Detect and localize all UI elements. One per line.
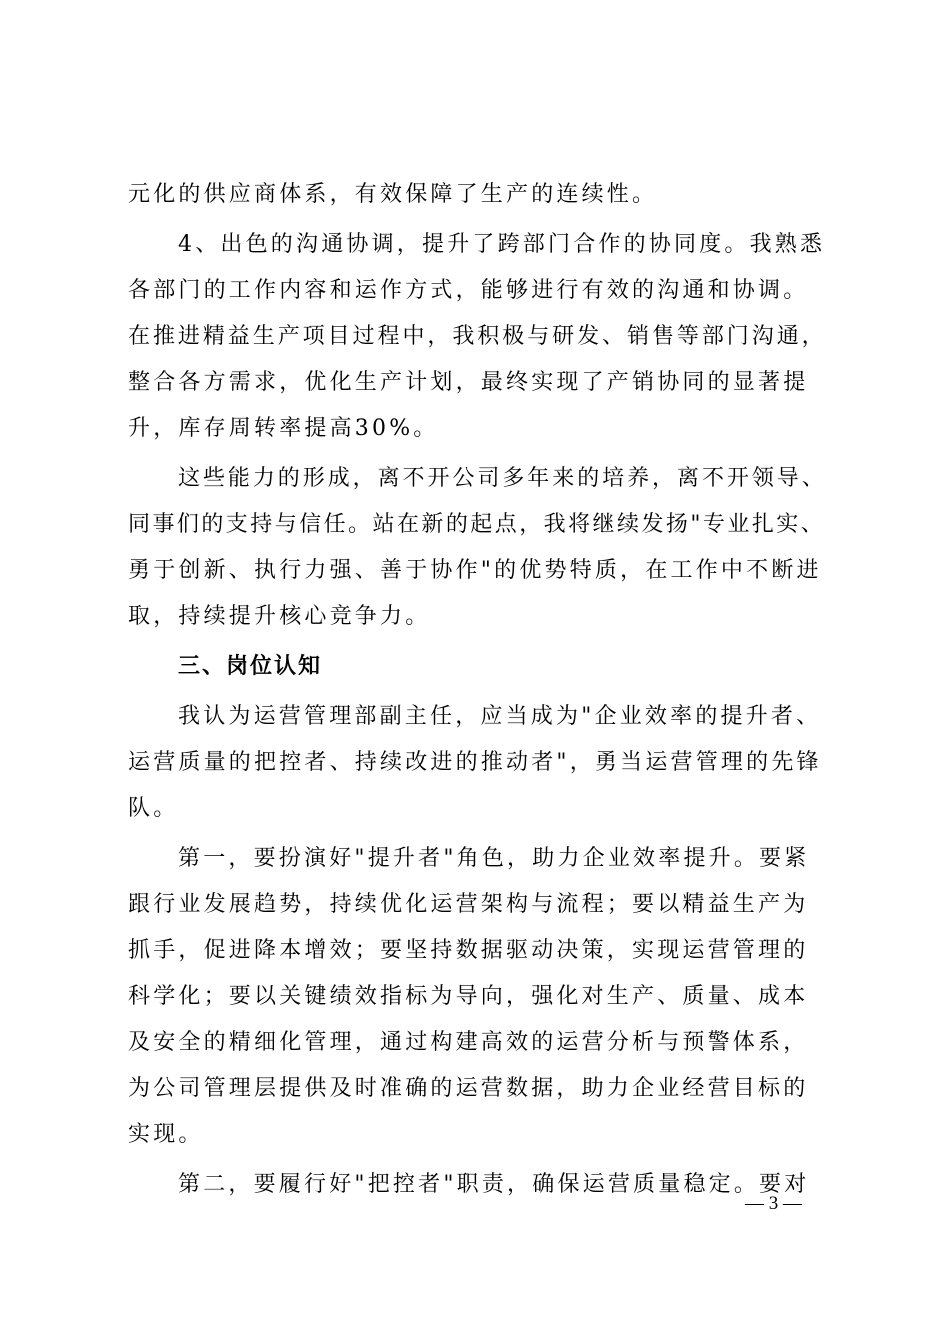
- text-line: 这些能力的形成，离不开公司多年来的培养，离不开领导、: [178, 466, 827, 491]
- text-line: 及安全的精细化管理，通过构建高效的运营分析与预警体系，: [128, 1030, 809, 1055]
- text-line: 我认为运营管理部副主任，应当成为"企业效率的提升者、: [178, 704, 822, 729]
- text-line: 实现。: [128, 1122, 204, 1147]
- text-line: 升，库存周转率提高30%。: [128, 416, 439, 441]
- text-line: 运营质量的把控者、持续改进的推动者"，勇当运营管理的先锋: [128, 750, 822, 775]
- text-line: 取，持续提升核心竞争力。: [128, 604, 431, 629]
- page-number: — 3 —: [745, 1193, 802, 1214]
- text-line: 科学化；要以关键绩效指标为导向，强化对生产、质量、成本: [128, 984, 809, 1009]
- text-line: 第二，要履行好"把控者"职责，确保运营质量稳定。要对: [178, 1172, 810, 1197]
- text-line: 整合各方需求，优化生产计划，最终实现了产销协同的显著提: [128, 370, 809, 395]
- body-text: [128, 172, 828, 1208]
- text-line: 元化的供应商体系，有效保障了生产的连续性。: [128, 182, 658, 207]
- text-line: 队。: [128, 796, 179, 821]
- text-line: 4、出色的沟通协调，提升了跨部门合作的协同度。我熟悉: [178, 232, 826, 257]
- text-line: 在推进精益生产项目过程中，我积极与研发、销售等部门沟通，: [128, 324, 827, 349]
- text-line: 各部门的工作内容和运作方式，能够进行有效的沟通和协调。: [128, 278, 809, 303]
- text-line: 为公司管理层提供及时准确的运营数据，助力企业经营目标的: [128, 1076, 809, 1101]
- text-line: 第一，要扮演好"提升者"角色，助力企业效率提升。要紧: [178, 846, 810, 871]
- text-line: 跟行业发展趋势，持续优化运营架构与流程；要以精益生产为: [128, 892, 809, 917]
- text-line: 勇于创新、执行力强、善于协作"的优势特质，在工作中不断进: [128, 558, 822, 583]
- text-line: 同事们的支持与信任。站在新的起点，我将继续发扬"专业扎实、: [128, 512, 826, 537]
- section-heading: 三、岗位认知: [178, 654, 323, 679]
- text-line: 抓手，促进降本增效；要坚持数据驱动决策，实现运营管理的: [128, 938, 809, 963]
